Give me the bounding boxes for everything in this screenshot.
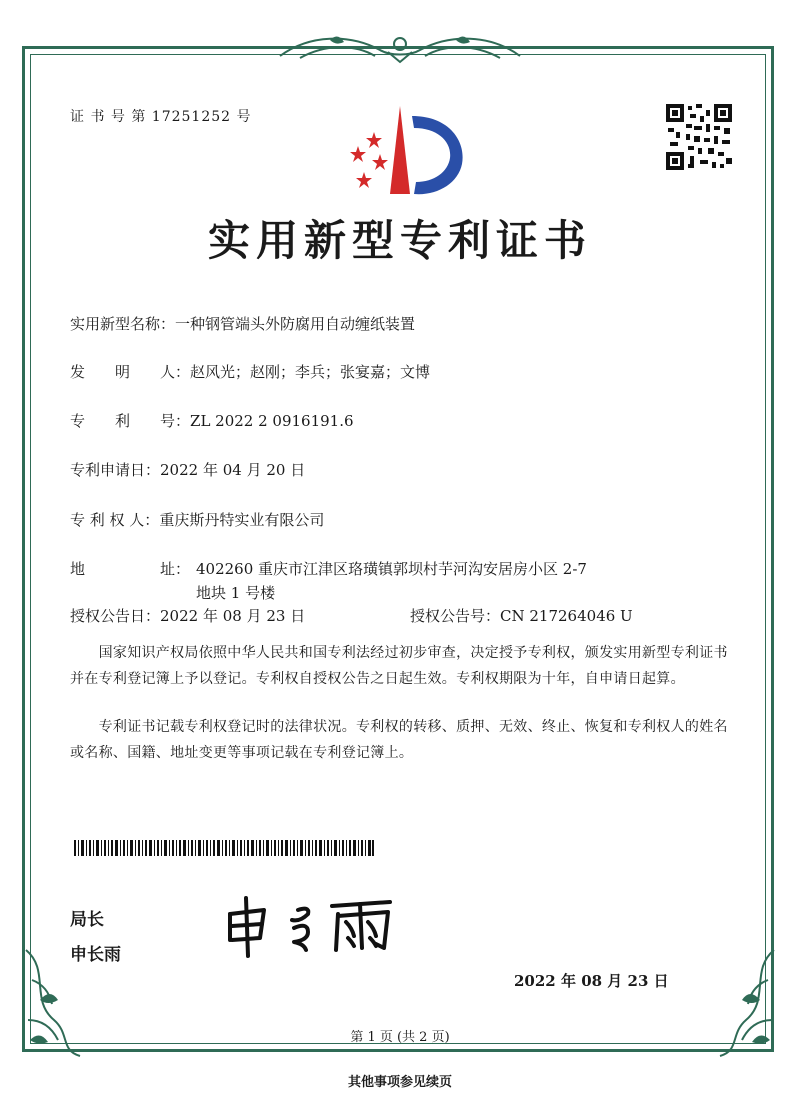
page-number: 第 1 页 (共 2 页) [350, 1030, 450, 1045]
top-ornament-icon [270, 30, 530, 66]
grant-date-label: 授权公告日： [70, 607, 161, 625]
patentee-row [70, 509, 324, 530]
barcode-icon [74, 840, 374, 856]
grant-number-row [410, 605, 633, 626]
application-date-row [70, 459, 305, 480]
continuation-note: 其他事项参见续页 [347, 1075, 452, 1090]
patentee-value: 重庆斯丹特实业有限公司 [159, 511, 325, 529]
patent-number-value: ZL 2022 2 0916191.6 [190, 412, 354, 430]
utility-model-name-row [70, 313, 415, 334]
patentee-label: 专 利 权 人： [70, 511, 160, 529]
address-line2: 地块 1 号楼 [196, 584, 276, 602]
certificate-title: 实用新型专利证书 [207, 216, 592, 265]
utility-model-name-value: 一种钢管端头外防腐用自动缠纸装置 [175, 315, 416, 333]
director-title: 局长 [70, 910, 104, 930]
legal-status-paragraph: 专利证书记载专利权登记时的法律状况。专利权的转移、质押、无效、终止、恢复和专利权人的姓名或名称、国籍、地址变更等事项记载在专利登记簿上。 [70, 719, 728, 761]
inventor-row [70, 361, 430, 382]
address-line1: 402260 重庆市江津区珞璜镇郭坝村芋河沟安居房小区 2-7 [196, 560, 587, 578]
application-date-value: 2022 年 04 月 20 日 [160, 461, 306, 479]
patent-office-emblem-icon [330, 102, 470, 200]
address-label: 地 址： [70, 560, 191, 578]
grant-date-row [70, 605, 305, 626]
utility-model-name-label: 实用新型名称： [70, 315, 176, 333]
grant-number-label: 授权公告号： [410, 607, 501, 625]
inventor-label: 发 明 人： [70, 363, 191, 381]
grant-number-value: CN 217264046 U [500, 607, 633, 625]
application-date-label: 专利申请日： [70, 461, 161, 479]
handwritten-signature [220, 892, 420, 962]
inventor-value: 赵风光；赵刚；李兵；张宴嘉；文博 [190, 363, 431, 381]
grant-date-value: 2022 年 08 月 23 日 [160, 607, 306, 625]
certificate-number: 证 书 号 第 17251252 号 [70, 109, 252, 125]
signing-date: 2022 年 08 月 23 日 [514, 972, 669, 990]
patent-number-label: 专 利 号： [70, 412, 191, 430]
grant-statement-paragraph: 国家知识产权局依照中华人民共和国专利法经过初步审查，决定授予专利权，颁发实用新型专利证书并在专利登记簿上予以登记。专利权自授权公告之日起生效。专利权期限为十年，自申请日起算。 [70, 645, 728, 687]
qr-code-icon [666, 104, 732, 170]
address-row [70, 558, 587, 579]
director-name: 申长雨 [70, 945, 121, 965]
patent-number-row [70, 410, 354, 431]
